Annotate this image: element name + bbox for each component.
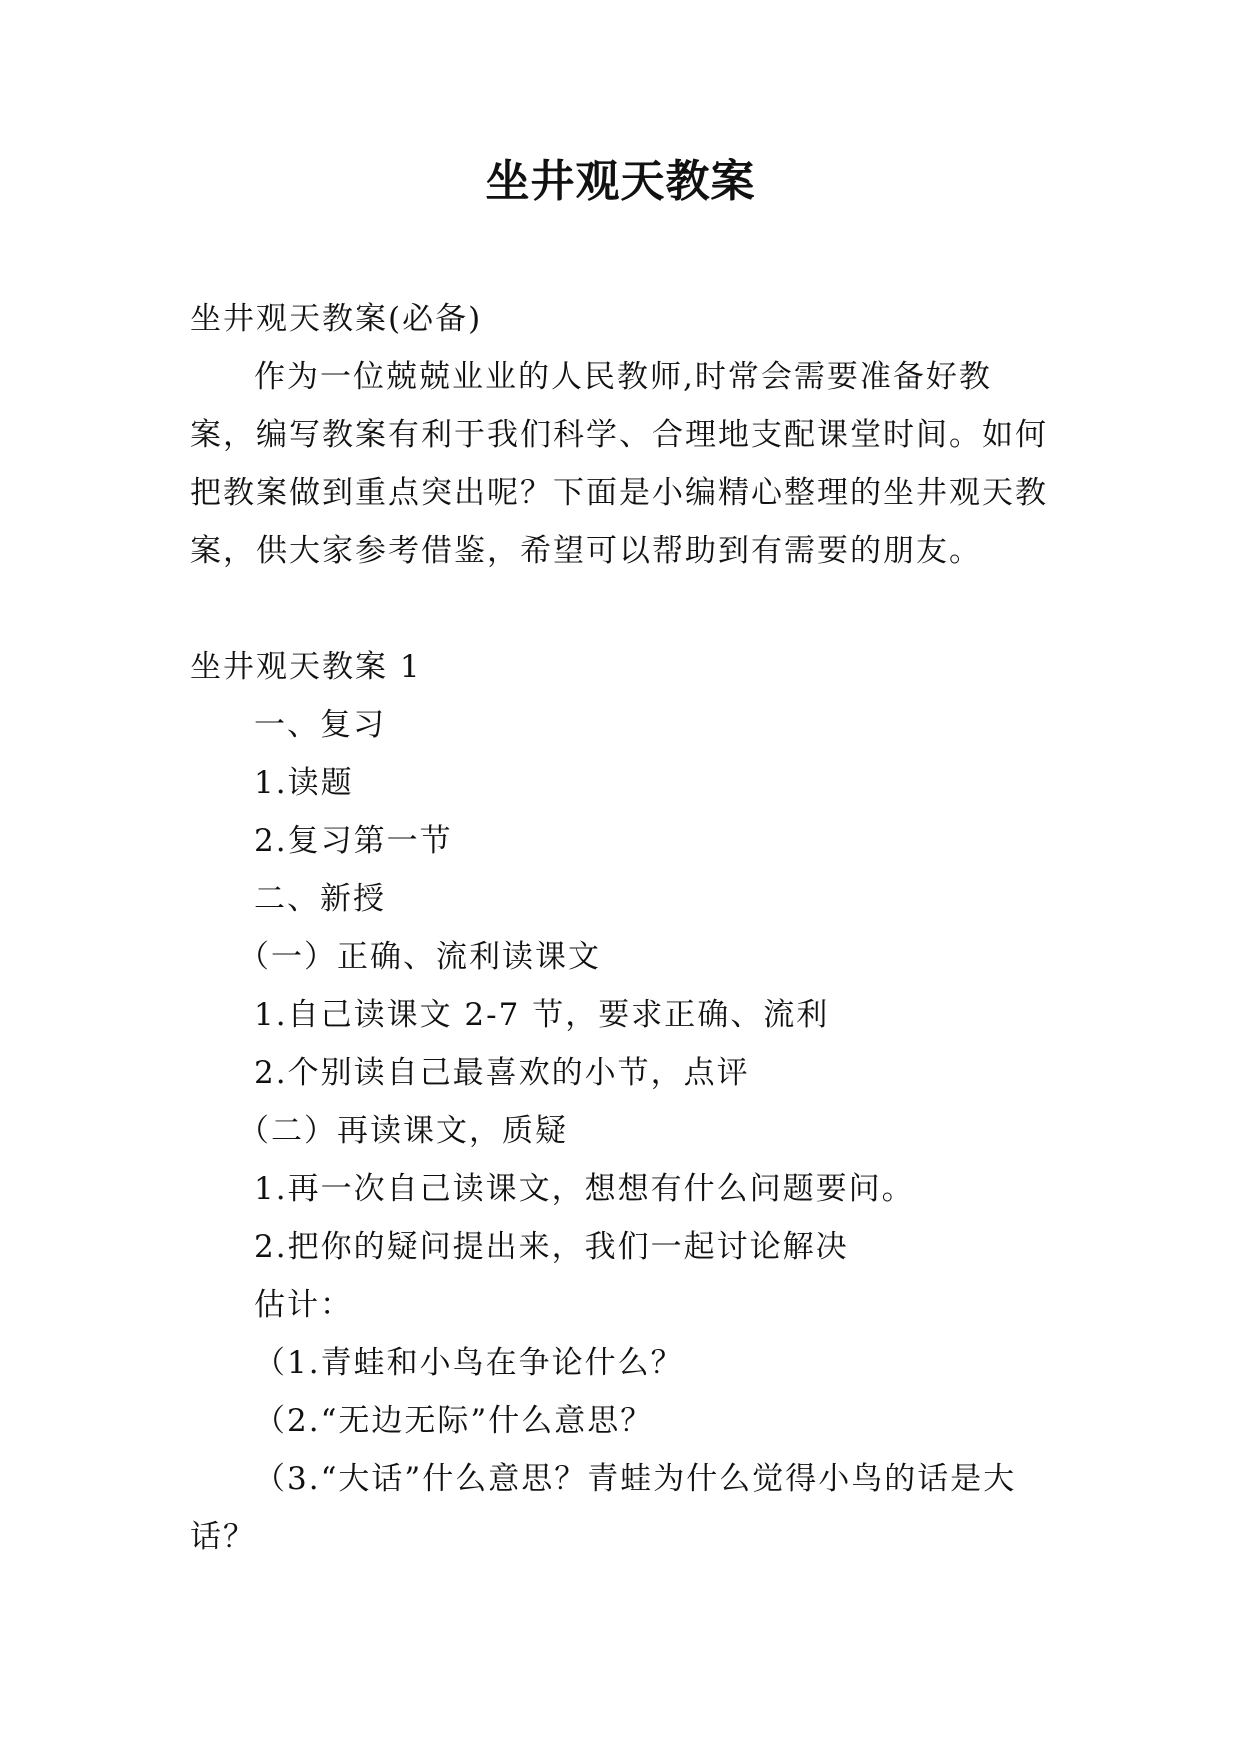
item-estimate-label: 估计：: [254, 1287, 353, 1323]
document-title: 坐井观天教案: [485, 156, 756, 207]
item-think-questions: 1.再一次自己读课文，想想有什么问题要问。: [254, 1171, 915, 1207]
intro-paragraph: 作为一位兢兢业业的人民教师,时常会需要准备好教案，编写教案有利于我们科学、合理地支配课堂时间。如何把教案做到重点突出呢？下面是小编精心整理的坐井观天教案，供大家参考借鉴，希望可以帮助到有需要的朋友。: [190, 359, 1048, 569]
item-read-correctly: （一）正确、流利读课文: [238, 939, 601, 975]
item-review-heading: 一、复习: [254, 707, 386, 743]
subtitle: 坐井观天教案(必备): [190, 301, 483, 337]
item-question-boundless: （2.“无边无际”什么意思？: [254, 1403, 654, 1439]
item-review-first-section: 2.复习第一节: [254, 823, 453, 859]
document-body: [190, 290, 1050, 1566]
item-individual-read: 2.个别读自己最喜欢的小节，点评: [254, 1055, 750, 1091]
item-read-again: （二）再读课文，质疑: [238, 1113, 568, 1149]
last-question-paragraph: （3.“大话”什么意思？青蛙为什么觉得小鸟的话是大话？: [190, 1461, 1017, 1555]
item-self-read: 1.自己读课文 2-7 节，要求正确、流利: [254, 997, 830, 1033]
item-discuss-questions: 2.把你的疑问提出来，我们一起讨论解决: [254, 1229, 849, 1265]
section-title: 坐井观天教案 1: [190, 649, 422, 685]
item-read-title: 1.读题: [254, 765, 354, 801]
item-new-lesson-heading: 二、新授: [254, 881, 386, 917]
item-question-argue: （1.青蛙和小鸟在争论什么？: [254, 1345, 684, 1381]
paragraph-spacer: [190, 580, 1050, 638]
